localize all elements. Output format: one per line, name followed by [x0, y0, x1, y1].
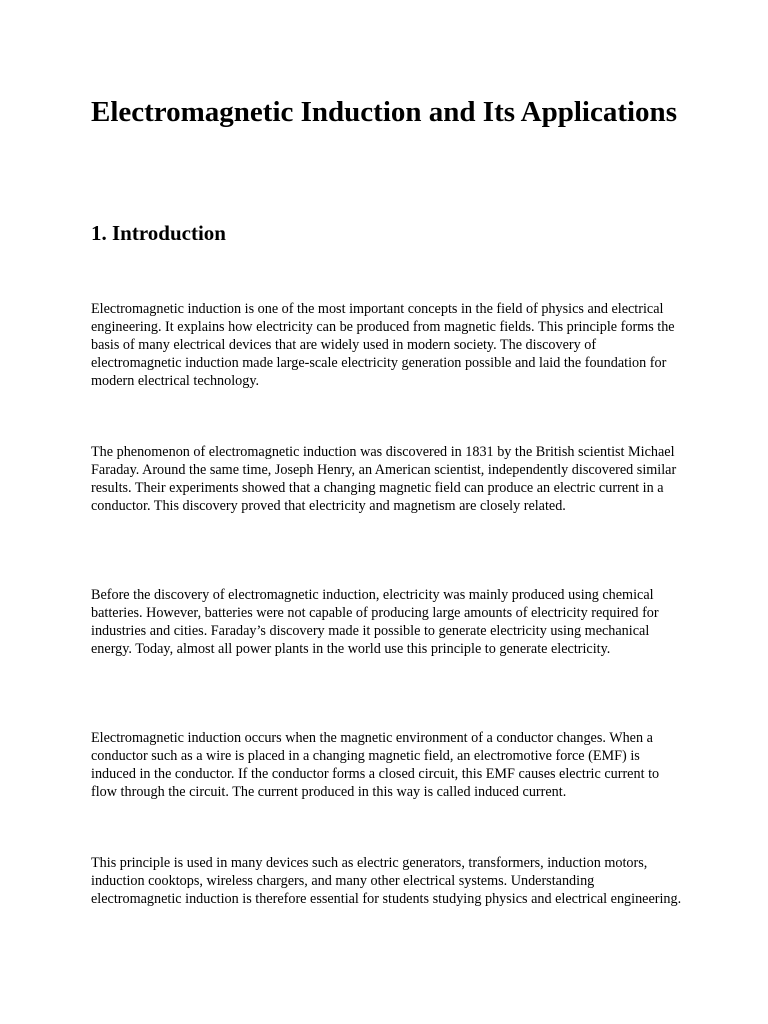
paragraph: This principle is used in many devices such as electric generators, transformers, induction motors, induction cooktops, wireless chargers, and many other electrical systems. Understanding electromagnetic induction is therefore essential for students studying physics and electrical engineering.	[91, 855, 682, 907]
paragraph: Electromagnetic induction is one of the most important concepts in the field of physics and electrical engineering. It explains how electricity can be produced from magnetic fields. This principle forms the basis of many electrical devices that are widely used in modern society. The discovery of electromagnetic induction made large-scale electricity generation possible and laid the foundation for modern electrical technology.	[91, 301, 675, 389]
section-heading-introduction: 1. Introduction	[91, 221, 226, 245]
paragraph: Electromagnetic induction occurs when the magnetic environment of a conductor changes. When a conductor such as a wire is placed in a changing magnetic field, an electromotive force (EMF) is induced in the conductor. If the conductor forms a closed circuit, this EMF causes electric current to flow through the circuit. The current produced in this way is called induced current.	[91, 730, 660, 800]
paragraph: Before the discovery of electromagnetic induction, electricity was mainly produced using chemical batteries. However, batteries were not capable of producing large amounts of electricity required for industries and cities. Faraday’s discovery made it possible to generate electricity using mechanical energy. Today, almost all power plants in the world use this principle to generate electricity.	[91, 587, 659, 657]
document-title: Electromagnetic Induction and Its Applications	[91, 96, 677, 128]
paragraph: The phenomenon of electromagnetic induction was discovered in 1831 by the British scientist Michael Faraday. Around the same time, Joseph Henry, an American scientist, independently discovered similar results. Their experiments showed that a changing magnetic field can produce an electric current in a conductor. This discovery proved that electricity and magnetism are closely related.	[91, 444, 677, 514]
